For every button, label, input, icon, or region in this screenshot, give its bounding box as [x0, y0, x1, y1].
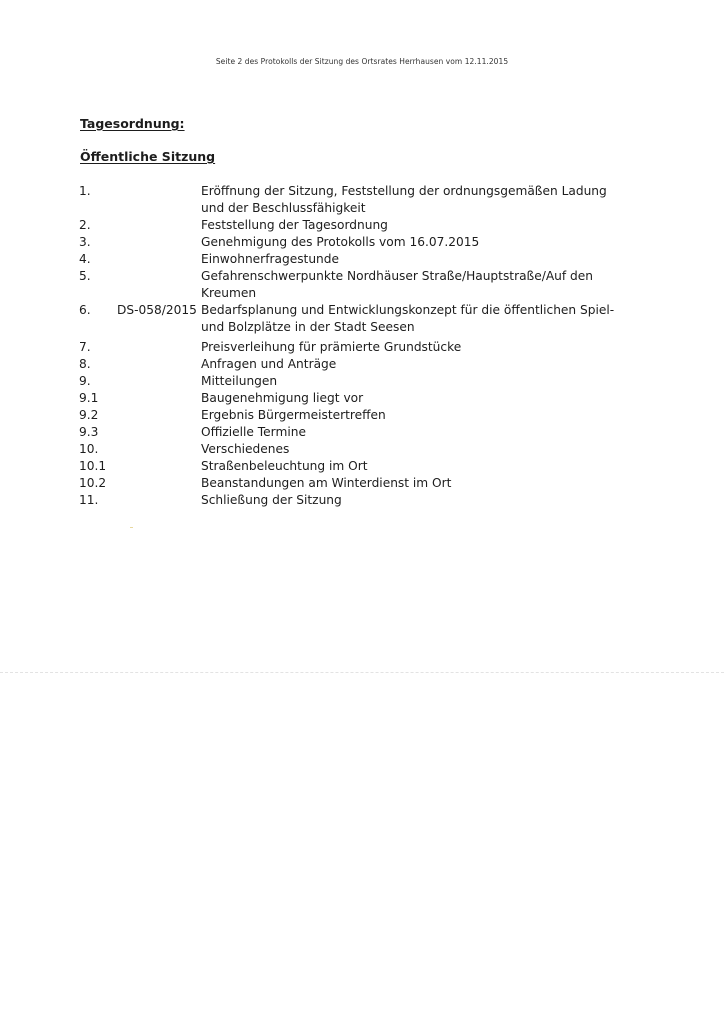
agenda-item: [0, 407, 724, 424]
agenda-item-number: 7.: [79, 340, 91, 354]
agenda-item: [0, 217, 724, 234]
agenda-item: [0, 339, 724, 356]
agenda-item-number: 2.: [79, 218, 91, 232]
agenda-item: [0, 492, 724, 509]
agenda-item: [0, 356, 724, 373]
agenda-item-title: Feststellung der Tagesordnung: [201, 218, 388, 232]
agenda-list: [0, 183, 724, 509]
agenda-item-title: Genehmigung des Protokolls vom 16.07.2015: [201, 235, 480, 249]
agenda-item-number: 1.: [79, 184, 91, 198]
agenda-item-number: 10.2: [79, 476, 107, 490]
agenda-item-reference: DS-058/2015: [117, 303, 197, 317]
agenda-item: [0, 390, 724, 407]
agenda-item-title: Beanstandungen am Winterdienst im Ort: [201, 476, 452, 490]
agenda-item: [0, 373, 724, 390]
agenda-item-title: Gefahrenschwerpunkte Nordhäuser Straße/Hauptstraße/Auf den Kreumen: [201, 269, 594, 300]
agenda-item-number: 3.: [79, 235, 91, 249]
agenda-item-title: Eröffnung der Sitzung, Feststellung der ordnungsgemäßen Ladung und der Beschlussfähigkeit: [201, 184, 607, 215]
agenda-item-number: 5.: [79, 269, 91, 283]
public-session-heading: Öffentliche Sitzung: [80, 149, 216, 164]
agenda-item-title: Straßenbeleuchtung im Ort: [201, 459, 368, 473]
agenda-item: [0, 234, 724, 251]
agenda-item-title: Einwohnerfragestunde: [201, 252, 340, 266]
agenda-item: [0, 475, 724, 492]
agenda-item-title: Bedarfsplanung und Entwicklungskonzept für die öffentlichen Spiel- und Bolzplätze in der Stadt Seesen: [201, 303, 615, 334]
agenda-heading: Tagesordnung:: [80, 116, 185, 131]
agenda-item-number: 9.3: [79, 425, 99, 439]
agenda-item-number: 6.: [79, 303, 91, 317]
agenda-item-number: 10.1: [79, 459, 107, 473]
agenda-item-number: 9.2: [79, 408, 99, 422]
scan-speck: [130, 527, 133, 528]
agenda-item: [0, 268, 724, 302]
agenda-item: [0, 441, 724, 458]
agenda-item: [0, 424, 724, 441]
agenda-item-title: Offizielle Termine: [201, 425, 306, 439]
agenda-item-number: 10.: [79, 442, 99, 456]
agenda-item: [0, 251, 724, 268]
agenda-item-title: Ergebnis Bürgermeistertreffen: [201, 408, 386, 422]
agenda-item-title: Anfragen und Anträge: [201, 357, 337, 371]
agenda-item-number: 9.1: [79, 391, 99, 405]
agenda-item-title: Schließung der Sitzung: [201, 493, 342, 507]
agenda-item: [0, 183, 724, 217]
agenda-item-number: 11.: [79, 493, 99, 507]
page-header: Seite 2 des Protokolls der Sitzung des Ortsrates Herrhausen vom 12.11.2015: [215, 57, 509, 66]
scan-fold-line: [0, 672, 724, 673]
agenda-item-number: 9.: [79, 374, 91, 388]
agenda-item: [0, 302, 724, 336]
agenda-item: [0, 458, 724, 475]
agenda-item-number: 4.: [79, 252, 91, 266]
agenda-item-number: 8.: [79, 357, 91, 371]
agenda-item-title: Preisverleihung für prämierte Grundstücke: [201, 340, 462, 354]
agenda-item-title: Mitteilungen: [201, 374, 278, 388]
agenda-item-title: Verschiedenes: [201, 442, 290, 456]
agenda-item-title: Baugenehmigung liegt vor: [201, 391, 364, 405]
